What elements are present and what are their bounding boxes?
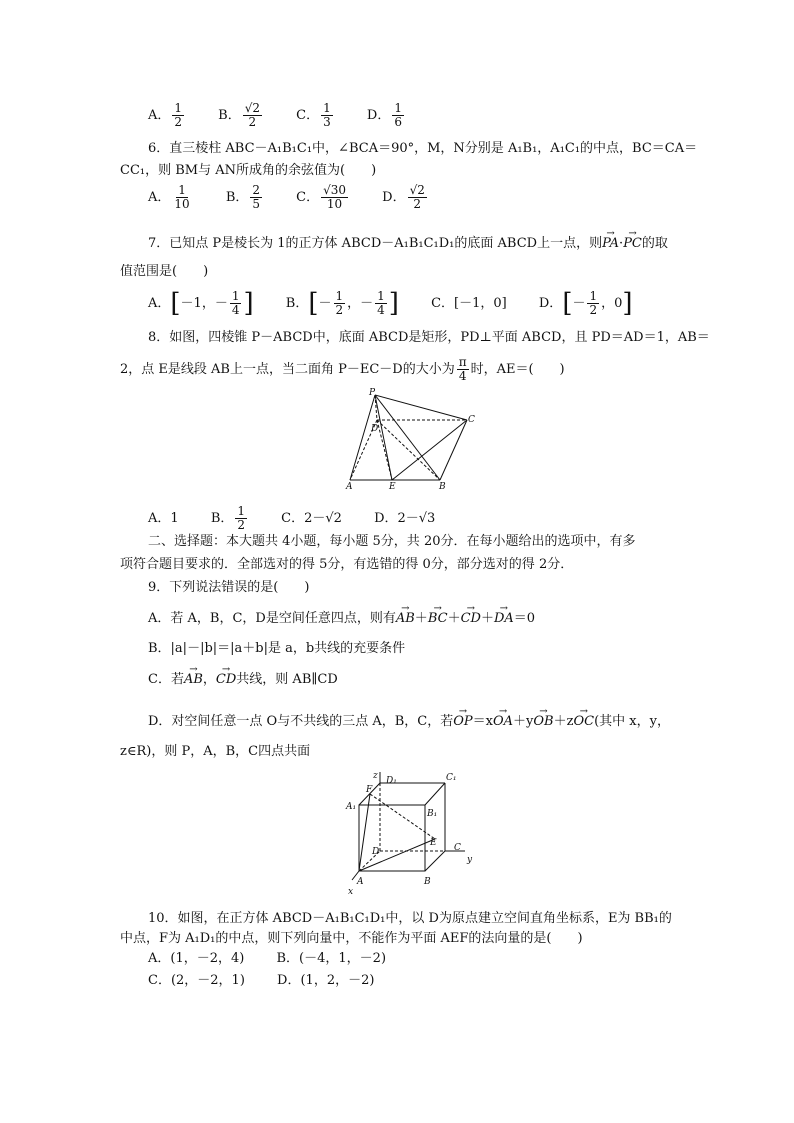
q8-options (148, 505, 463, 532)
pyramid-figure (340, 388, 480, 490)
q8-option-b: B． $\frac{1}{2}$ (210, 504, 246, 532)
q9-stem: 9．下列说法错误的是( ) (148, 580, 310, 595)
q10-line1: 10．如图，在正方体 ABCD－A₁B₁C₁D₁中，以 D为原点建立空间直角坐标系，E为 BB₁的 (148, 911, 672, 926)
q8-option-d: D．2－√3 (374, 511, 436, 526)
q10-option-b: B．(－4，1，－2) (276, 951, 387, 966)
q6-option-a: A． $\frac{1}{10}$ (148, 183, 190, 211)
cube-figure (340, 768, 480, 898)
q6-line2: CC₁，则 BM与 AN所成角的余弦值为( ) (120, 163, 377, 178)
q7-line2: 值范围是( ) (120, 264, 209, 279)
q6-options (148, 184, 457, 211)
q6-option-b: B． $\frac{2}{5}$ (225, 183, 261, 211)
cube-label-d1: D₁ (386, 776, 397, 786)
q9-option-b: B．|a|－|b|＝|a＋b|是 a，b共线的充要条件 (148, 641, 406, 656)
pyramid-label-b: B (439, 482, 446, 490)
section2-line2: 项符合题目要求的．全部选对的得 5分，有选错的得 0分，部分选对的得 2分． (120, 557, 574, 572)
q9-option-c: C．若→ AB，→ CD共线，则 AB∥CD (148, 671, 338, 689)
pyramid-label-a: A (346, 482, 353, 490)
q9-option-d-line1: D．对空间任意一点 O与不共线的三点 A，B，C，若→ OP＝x→ OA＋y→ OB＋z→ OC(其中 x，y， (148, 713, 670, 731)
cube-label-x: x (348, 887, 354, 897)
q5-option-a: A． $\frac{1}{2}$ (148, 101, 183, 129)
cube-label-b1: B₁ (427, 809, 438, 819)
q6-line1: 6．直三棱柱 ABC－A₁B₁C₁中，∠BCA＝90°，M，N分别是 A₁B₁，A₁C₁的中点，BC＝CA＝ (148, 141, 698, 156)
q7-option-a: A．[－1，－ $\frac{1}{4}$ ] (148, 288, 254, 319)
cube-label-z: z (373, 771, 378, 781)
q10-options-row1 (148, 950, 414, 968)
cube-label-f: F (366, 785, 373, 795)
pyramid-label-d: D (371, 424, 379, 434)
q8-option-a: A．1 (148, 511, 179, 526)
q7-option-b: B．[－ $\frac{1}{2}$ ，－ $\frac{1}{4}$ ] (285, 288, 399, 319)
cube-label-a1: A₁ (346, 802, 357, 812)
q6-option-d: D． $\frac{√2}{2}$ (382, 183, 425, 211)
pyramid-label-e: E (389, 482, 396, 490)
cube-label-y: y (467, 855, 473, 865)
section2-line1: 二、选择题：本大题共 4小题，每小题 5分，共 20分．在每小题给出的选项中，有多 (148, 534, 636, 549)
q10-option-a: A．(1，－2，4) (148, 951, 245, 966)
q5-option-b: B． $\frac{√2}{2}$ (218, 101, 261, 129)
q7-line1: 7．已知点 P是棱长为 1的正方体 ABCD－A₁B₁C₁D₁的底面 ABCD上一点，则→ PA·→ PC的取 (148, 235, 668, 253)
q10-line2: 中点，F为 A₁D₁的中点，则下列向量中，不能作为平面 AEF的法向量的是( ) (120, 931, 583, 946)
cube-label-a: A (357, 877, 364, 887)
cube-label-c: C (454, 843, 461, 853)
q10-option-d: D．(1，2，－2) (277, 973, 375, 988)
q8-line1: 8．如图，四棱锥 P－ABCD中，底面 ABCD是矩形，PD⊥平面 ABCD，且 PD＝AD＝1，AB＝ (148, 330, 710, 345)
cube-label-b: B (424, 877, 431, 887)
q5-option-d: D． $\frac{1}{6}$ (366, 101, 402, 129)
q8-line2: 2，点 E是线段 AB上一点，当二面角 P－EC－D的大小为 $\frac{\pi}{4}$ 时，AE＝( ) (120, 355, 565, 383)
q7-option-d: D．[－ $\frac{1}{2}$ ，0] (538, 288, 633, 319)
cube-label-c1: C₁ (446, 773, 457, 783)
q5-option-c: C． $\frac{1}{3}$ (296, 101, 331, 129)
cube-label-e: E (430, 838, 437, 848)
q9-option-a: A．若 A，B，C，D是空间任意四点，则有→ AB＋→ BC＋→ CD＋→ DA＝0 (148, 610, 535, 628)
pyramid-label-c: C (468, 415, 475, 425)
q10-options-row2 (148, 972, 402, 990)
q6-option-c: C． $\frac{√30}{10}$ (296, 183, 347, 211)
q7-options (148, 290, 661, 317)
q10-option-c: C．(2，－2，1) (148, 973, 245, 988)
q9-option-d-line2: z∈R)，则 P，A，B，C四点共面 (120, 744, 311, 759)
q5-options (148, 102, 434, 129)
cube-label-d: D (372, 847, 380, 857)
pyramid-label-p: P (369, 388, 376, 398)
q7-option-c: C．[－1，0] (431, 296, 507, 311)
q8-option-c: C．2－√2 (281, 511, 342, 526)
